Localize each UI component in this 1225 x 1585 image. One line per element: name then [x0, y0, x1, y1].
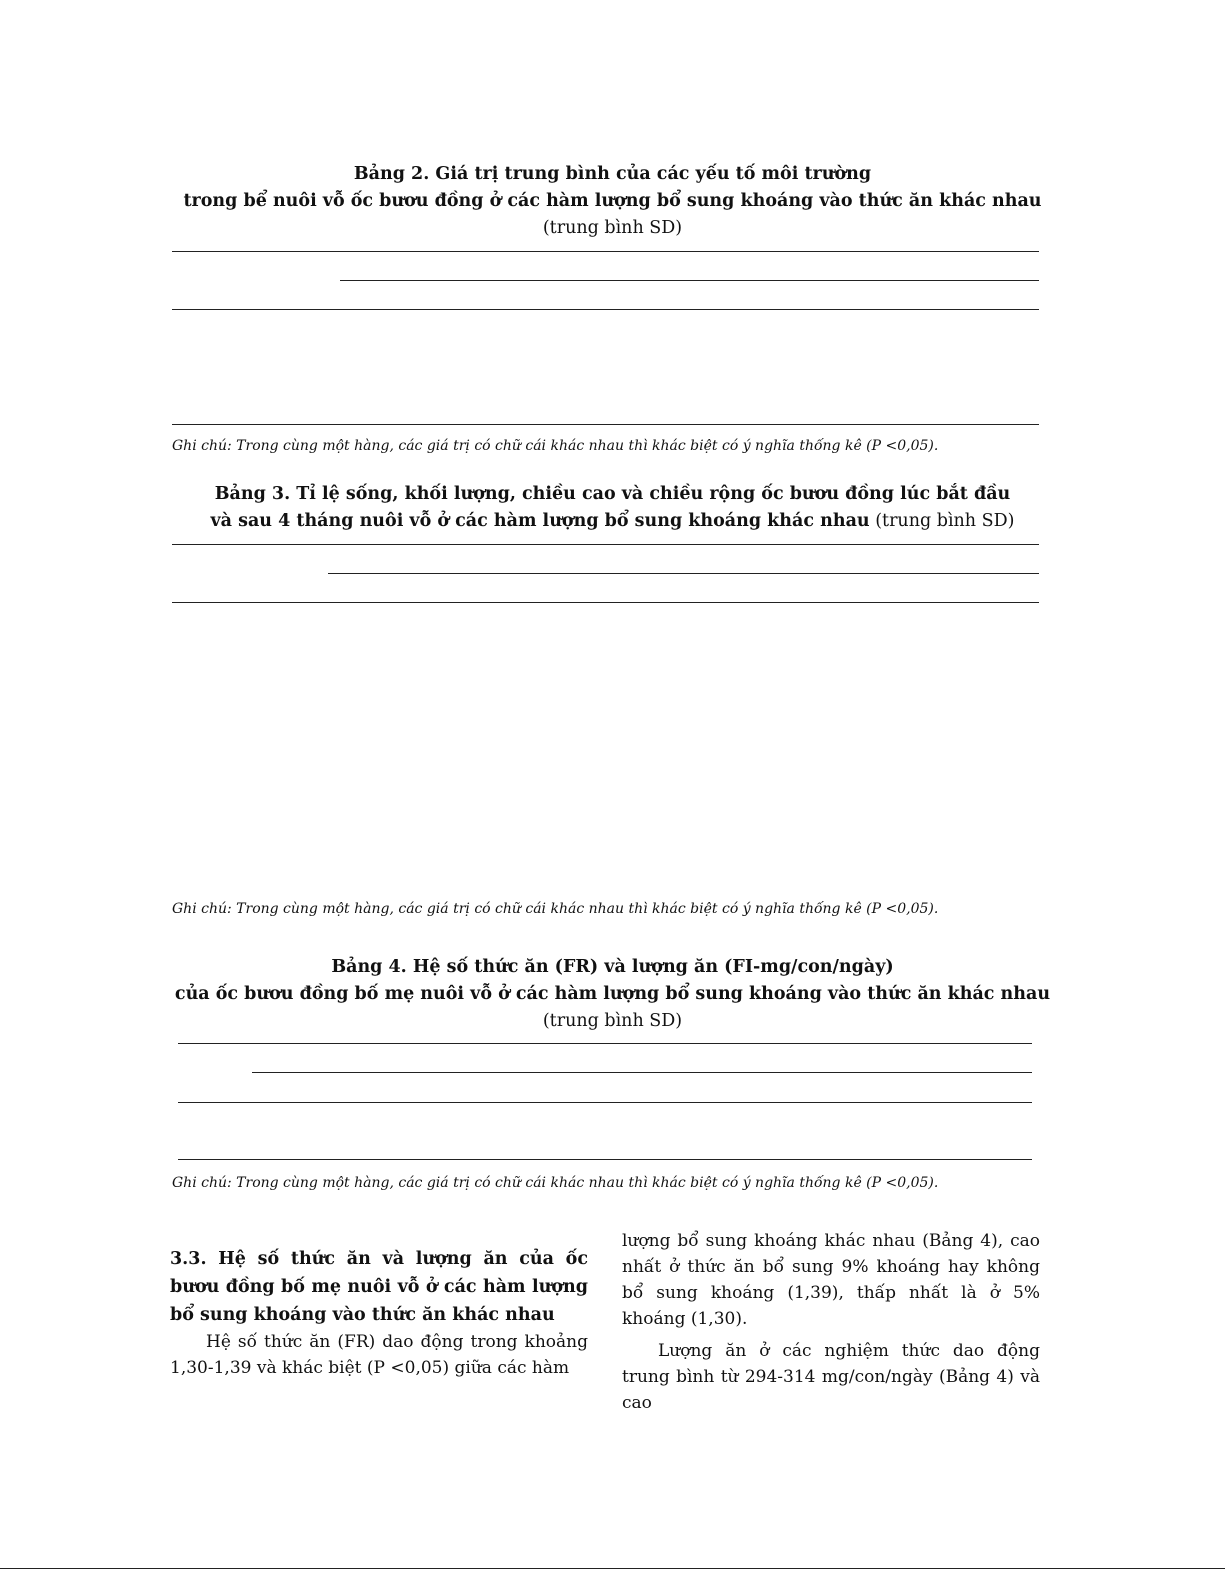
left-paragraph: Hệ số thức ăn (FR) dao động trong khoảng 1,30-1,39 và khác biệt (P <0,05) giữa các hàm: [170, 1332, 588, 1378]
table3-caption-line2-normal: (trung bình SD): [869, 511, 1015, 531]
left-column: [170, 1245, 588, 1381]
table3-caption-line1: Bảng 3. Tỉ lệ sống, khối lượng, chiều cao và chiều rộng ốc bươu đồng lúc bắt đầu: [214, 484, 1011, 504]
table2-header-rule: [172, 309, 1039, 310]
right-column: [622, 1228, 1040, 1416]
table2-note: Ghi chú: Trong cùng một hàng, các giá trị có chữ cái khác nhau thì khác biệt có ý nghĩa thống kê (P <0,05).: [172, 438, 939, 454]
table4-top-rule: [178, 1043, 1032, 1044]
table4-caption-line1: Bảng 4. Hệ số thức ăn (FR) và lượng ăn (FI-mg/con/ngày): [331, 957, 894, 977]
table3-caption-line2-bold: và sau 4 tháng nuôi vỗ ở các hàm lượng bổ sung khoáng khác nhau: [210, 511, 870, 531]
table2-top-rule: [172, 251, 1039, 252]
table4-caption: [150, 954, 1075, 1035]
table4-header-rule: [178, 1102, 1032, 1103]
page-bottom-rule: [0, 1568, 1225, 1569]
table3-header-sub-rule: [328, 573, 1039, 574]
table3-caption-line2: [150, 508, 1075, 535]
section-heading: 3.3. Hệ số thức ăn và lượng ăn của ốc bươu đồng bố mẹ nuôi vỗ ở các hàm lượng bổ sung khoáng vào thức ăn khác nhau: [170, 1249, 588, 1325]
table3-top-rule: [172, 544, 1039, 545]
table2-bottom-rule: [172, 424, 1039, 425]
table4-bottom-rule: [178, 1159, 1032, 1160]
table3-note: Ghi chú: Trong cùng một hàng, các giá trị có chữ cái khác nhau thì khác biệt có ý nghĩa thống kê (P <0,05).: [172, 901, 939, 917]
table4-header-sub-rule: [252, 1072, 1032, 1073]
table2-caption: [150, 161, 1075, 242]
table4-caption-line2: của ốc bươu đồng bố mẹ nuôi vỗ ở các hàm lượng bổ sung khoáng vào thức ăn khác nhau: [174, 984, 1051, 1004]
right-paragraph-1: lượng bổ sung khoáng khác nhau (Bảng 4), cao nhất ở thức ăn bổ sung 9% khoáng hay không bổ sung khoáng (1,39), thấp nhất là ở 5% khoáng (1,30).: [622, 1231, 1040, 1329]
table2-caption-line2: trong bể nuôi vỗ ốc bươu đồng ở các hàm lượng bổ sung khoáng vào thức ăn khác nhau: [183, 191, 1042, 211]
table4-caption-line3: (trung bình SD): [542, 1011, 683, 1031]
table2-caption-line1: Bảng 2. Giá trị trung bình của các yếu tố môi trường: [353, 164, 872, 184]
table2-header-sub-rule: [340, 280, 1039, 281]
table2-caption-line3: (trung bình SD): [542, 218, 683, 238]
table4-note: Ghi chú: Trong cùng một hàng, các giá trị có chữ cái khác nhau thì khác biệt có ý nghĩa thống kê (P <0,05).: [172, 1175, 939, 1191]
table3-caption: [150, 481, 1075, 535]
table3-header-rule: [172, 602, 1039, 603]
right-paragraph-2: Lượng ăn ở các nghiệm thức dao động trung bình từ 294-314 mg/con/ngày (Bảng 4) và cao: [622, 1341, 1040, 1413]
